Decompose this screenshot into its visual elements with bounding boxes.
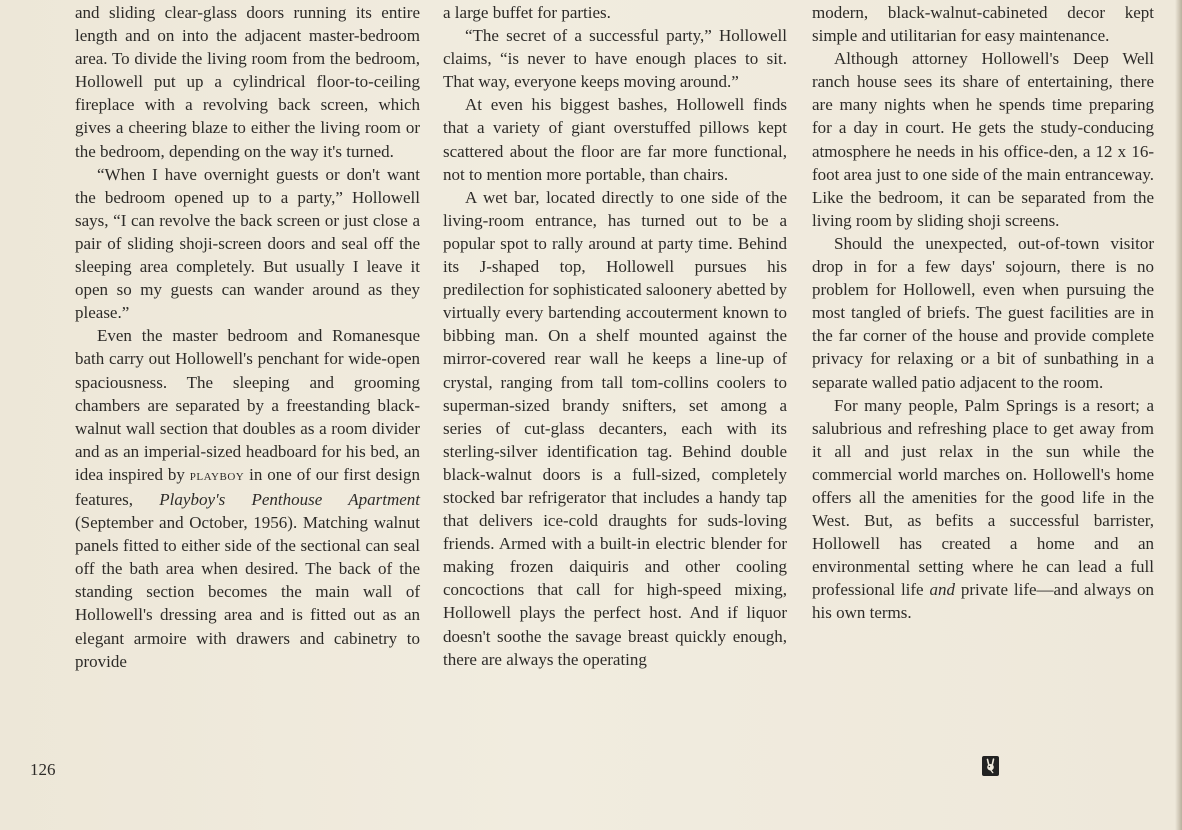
page-number: 126 bbox=[30, 760, 56, 779]
paragraph: A wet bar, located directly to one side of the living-room entrance, has turned out to be a popular spot to rally around at party time. Behind its J-shaped top, Hollowell pursues his predilection for sophisticated saloonery abetted by virtually every bartending accouterment known to bibbing man. On a shelf mounted against the mirror-covered rear wall he keeps a line-up of crystal, ranging from tall tom-collins coolers to superman-sized brandy snifters, set among a series of cut-glass decanters, each with its sterling-silver identification tag. Behind double black-walnut doors is a full-sized, completely stocked bar refrigerator that includes a handy tap that delivers ice-cold draughts for suds-loving friends. Armed with a built-in electric blender for making frozen daiquiris and other cooling concoctions that call for high-speed mixing, Hollowell plays the perfect host. And if liquor doesn't soothe the savage breast quickly enough, there are always the operating bbox=[443, 187, 787, 669]
paragraph: Although attorney Hollowell's Deep Well ranch house sees its share of entertaining, there are many nights when he spends time preparing for a day in court. He gets the study-conducing atmosphere he needs in his office-den, a 12 x 16-foot area just to one side of the main entranceway. Like the bedroom, it can be separated from the living room by sliding shoji screens. bbox=[812, 49, 1154, 230]
paragraph: modern, black-walnut-cabineted decor kept simple and utilitarian for easy maintenance. bbox=[812, 3, 1154, 46]
text-column-1 bbox=[75, 1, 420, 673]
paragraph bbox=[75, 324, 420, 672]
text-run: For many people, Palm Springs is a resort; a salubrious and refreshing place to get away from it all and just relax in the sun while the commercial world marches on. Hollowell's home offers all the amenities for the good life in the West. But, as befits a successful barrister, Hollowell has created a home and an environmental setting where he can lead a full professional life bbox=[812, 395, 1154, 600]
brand-name: playboy bbox=[189, 467, 245, 484]
paragraph: “When I have overnight guests or don't want the bedroom opened up to a party,” Hollowell says, “I can revolve the back screen or just close a pair of sliding shoji-screen doors and seal off the sleeping area completely. But usually I leave it open so my guests can wander around as they please.” bbox=[75, 164, 420, 323]
text-column-2 bbox=[443, 1, 787, 671]
paragraph: “The secret of a successful party,” Hollowell claims, “is never to have enough places to sit. That way, everyone keeps moving around.” bbox=[443, 26, 787, 92]
playboy-bunny-icon bbox=[982, 756, 999, 776]
emphasis: and bbox=[929, 580, 955, 600]
paragraph: Should the unexpected, out-of-town visitor drop in for a few days' sojourn, there is no problem for Hollowell, even when pursuing the most tangled of briefs. The guest facilities are in the far corner of the house and provide complete privacy for relaxing or a bit of sunbathing in a separate walled patio adjacent to the room. bbox=[812, 233, 1154, 392]
text-run: (September and October, 1956). Matching walnut panels fitted to either side of the sectional can seal off the bath area when desired. The back of the standing section becomes the main wall of Hollowell's dressing area and is fitted out as an elegant armoire with drawers and cabinetry to provide bbox=[75, 513, 420, 671]
article-title-reference: Playboy's Penthouse Apartment bbox=[159, 489, 420, 509]
paragraph: At even his biggest bashes, Hollowell finds that a variety of giant overstuffed pillows kept scattered about the floor are far more functional, not to mention more portable, than chairs. bbox=[443, 95, 787, 184]
text-run: private life—and always on his own terms. bbox=[812, 580, 1154, 623]
text-column-3 bbox=[812, 1, 1154, 625]
page-edge-shadow bbox=[1175, 0, 1182, 830]
paragraph: a large buffet for parties. bbox=[443, 3, 611, 22]
paragraph: and sliding clear-glass doors running its entire length and on into the adjacent master-bedroom area. To divide the living room from the bedroom, Hollowell put up a cylindrical floor-to-ceiling fireplace with a revolving back screen, which gives a cheering blaze to either the living room or the bedroom, depending on the way it's turned. bbox=[75, 3, 420, 161]
text-run: in one of our first design features, bbox=[75, 464, 420, 509]
text-run: Even the master bedroom and Romanesque bath carry out Hollowell's penchant for wide-open spaciousness. The sleeping and grooming chambers are separated by a freestanding black-walnut wall section that doubles as a room divider and as an imperial-sized headboard for his bed, an idea inspired by bbox=[75, 326, 420, 484]
paragraph bbox=[812, 394, 1154, 625]
